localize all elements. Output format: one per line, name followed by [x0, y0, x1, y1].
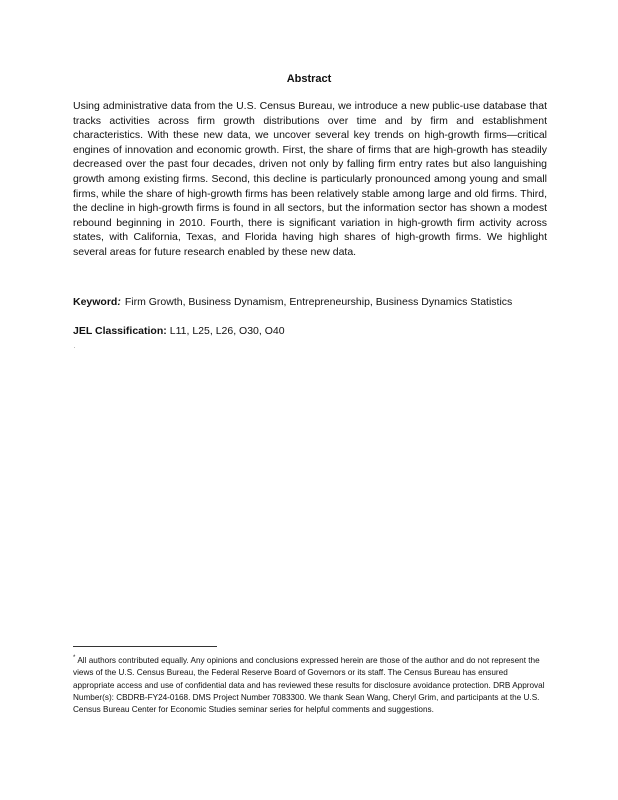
stray-mark — [74, 347, 75, 348]
jel-classification-label: JEL Classification: — [73, 325, 167, 337]
keywords-label: Keyword — [73, 296, 118, 308]
keywords-value: Firm Growth, Business Dynamism, Entrepreneurship, Business Dynamics Statistics — [124, 296, 513, 308]
jel-classification-value: L11, L25, L26, O30, O40 — [169, 325, 285, 337]
jel-classification-line — [73, 324, 285, 338]
keywords-line — [73, 295, 553, 309]
abstract-paragraph: Using administrative data from the U.S. Census Bureau, we introduce a new public-use database that tracks activities across firm growth distributions over time and by firm and establishment characteristics. With these new data, we uncover several key trends on high-growth firms—critical engines of innovation and economic growth. First, the share of firms that are high-growth has steadily decreased over the past four decades, driven not only by falling firm entry rates but also languishing growth among existing firms. Second, this decline is particularly pronounced among young and small firms, while the share of high-growth firms has been relatively stable among large and old firms. Third, the decline in high-growth firms is found in all sectors, but the information sector has shown a modest rebound beginning in 2010. Fourth, there is significant variation in high-growth firm activity across states, with California, Texas, and Florida having high shares of high-growth firms. We highlight several areas for future research enabled by these new data. — [73, 100, 547, 258]
footnote-marker: * — [73, 655, 76, 662]
abstract-heading: Abstract — [286, 73, 332, 85]
footnote — [73, 655, 547, 716]
footnote-divider — [73, 646, 217, 647]
keywords-colon: : — [117, 296, 121, 308]
footnote-text: All authors contributed equally. Any opinions and conclusions expressed herein are those of the author and do not represent the views of the U.S. Census Bureau, the Federal Reserve Board of Governors or its staff. The Census Bureau has ensured appropriate access and use of confidential data and has reviewed these results for disclosure avoidance protection. DRB Approval Number(s): CBDRB-FY24-0168. DMS Project Number 7083300. We thank Sean Wang, Cheryl Grim, and participants at the U.S. Census Bureau Center for Economic Studies seminar series for helpful comments and suggestions. — [73, 656, 545, 715]
